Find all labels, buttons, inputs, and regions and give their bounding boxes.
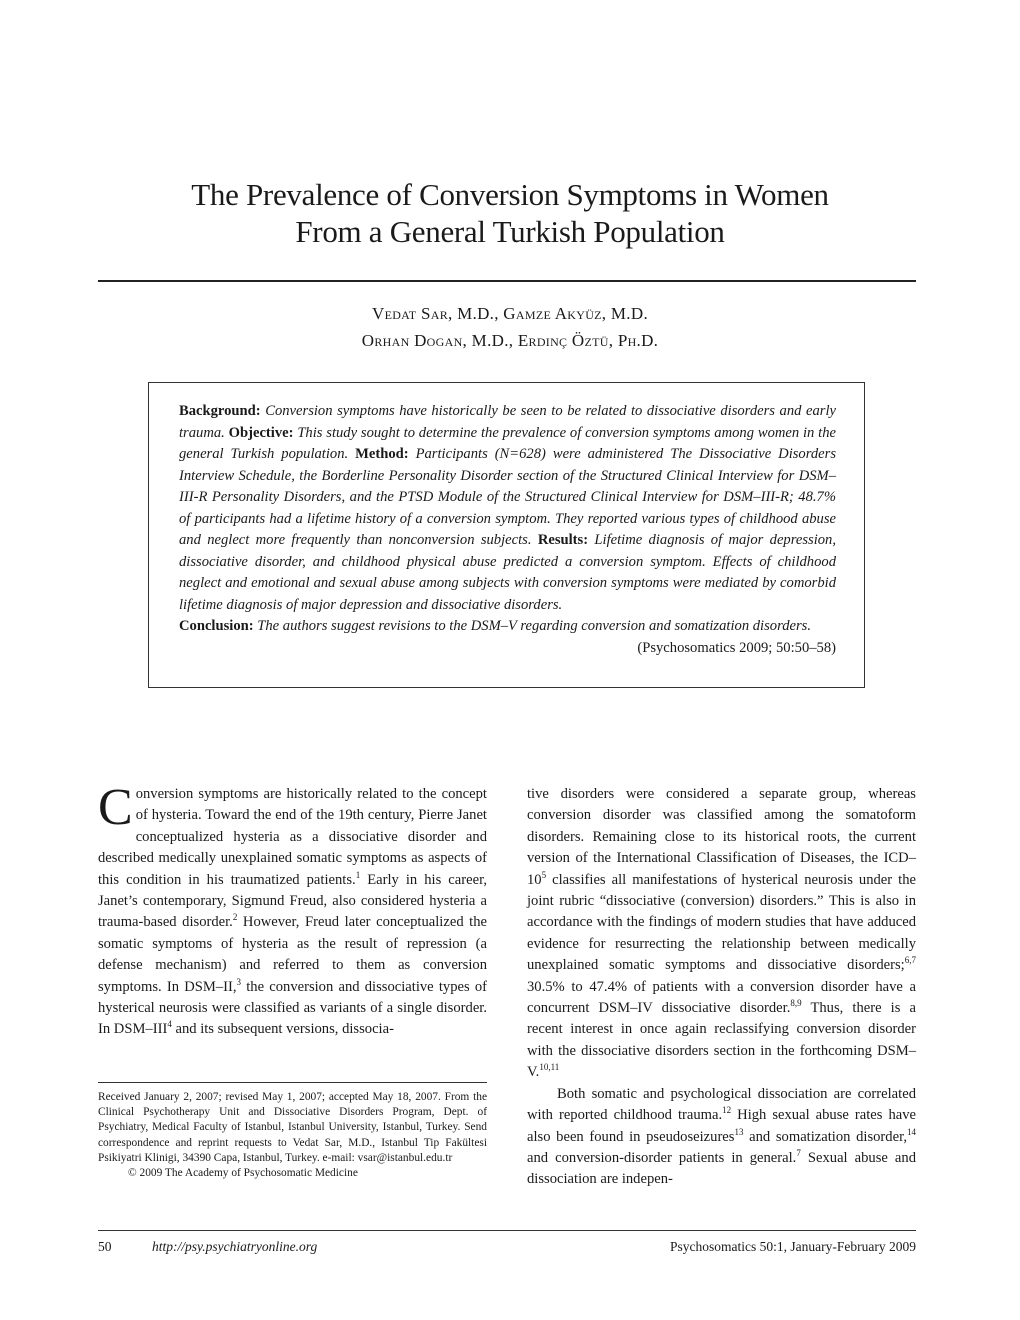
right-paragraph-1: [527, 784, 916, 1084]
results-label: Results:: [537, 532, 589, 548]
footer-divider: [98, 1230, 916, 1231]
title-line-1: The Prevalence of Conversion Symptoms in Women: [191, 177, 829, 212]
ref-8-9: 8,9: [790, 998, 802, 1009]
article-title: [0, 176, 1020, 250]
ref-6-7: 6,7: [904, 955, 916, 966]
ref-5: 5: [541, 869, 547, 880]
right-text-e: Both somatic and psychological dissociation are correlated with reported childhood trauma.: [527, 1085, 916, 1124]
conclusion-label: Conclusion:: [179, 618, 254, 634]
left-text-c: However, Freud later conceptualized the somatic symptoms of hysteria as the result of repression (a defense mechanism) and referred to them as conversion symptoms. In DSM–II,: [98, 914, 488, 995]
ref-12: 12: [722, 1105, 732, 1116]
left-text-b: Early in his career, Janet’s contemporary, Sigmund Freud, also considered hysteria a trauma-based disorder.: [98, 871, 487, 931]
left-text-e: and its subsequent versions, dissocia-: [171, 1021, 394, 1038]
body-column-right: [527, 784, 916, 1191]
right-text-c: 30.5% to 47.4% of patients with a conversion disorder have a concurrent DSM–IV dissociative disorder.: [527, 978, 916, 1017]
authors-line-1: Vedat Sar, M.D., Gamze Akyüz, M.D.: [372, 304, 648, 323]
abstract-text: [179, 401, 836, 659]
abstract-box: [148, 382, 865, 688]
objective-text: This study sought to determine the prevalence of conversion symptoms among women in the general Turkish population.: [179, 424, 836, 462]
body-column-left: [98, 779, 488, 1041]
method-label: Method:: [355, 446, 409, 462]
footnote-received: Received January 2, 2007; revised May 1, 2007; accepted May 18, 2007. From the Clinical Psychotherapy Unit and Dissociative Disorders Program, Dept. of Psychiatry, Medical Faculty of Istanbul, Istanbul University, Istanbul, Turkey. Send correspondence and reprint requests to Vedat Sar, M.D., Istanbul Tip Fakültesi Psikiyatri Klinigi, 34390 Capa, Istanbul, Turkey. e-mail: vsar@istanbul.edu.tr: [98, 1091, 487, 1164]
right-text-b: classifies all manifestations of hysterical neurosis under the joint rubric “dissociative (conversion) disorders.” This is also in accordance with the findings of modern studies that have adduced evidence for resurrecting the relationship between medically unexplained somatic symptoms and dissociative disorders;: [527, 871, 916, 974]
ref-14: 14: [907, 1126, 916, 1137]
results-text: Lifetime diagnosis of major depression, dissociative disorder, and childhood physical abuse predicted a conversion symptom. Effects of childhood neglect and emotional and sexual abuse among subjects with conversion symptoms were mediated by comorbid lifetime diagnosis of major depression and dissociative disorders.: [179, 532, 836, 613]
ref-7: 7: [796, 1147, 801, 1158]
journal-url-link[interactable]: http://psy.psychiatryonline.org: [152, 1239, 318, 1254]
right-text-h: and conversion-disorder patients in general.: [527, 1149, 797, 1166]
authors-line-2: Orhan Dogan, M.D., Erdinç Öztü, Ph.D.: [361, 331, 659, 350]
footnote: [98, 1090, 487, 1181]
right-text-g: and somatization disorder,: [743, 1128, 907, 1145]
footnote-copyright: © 2009 The Academy of Psychosomatic Medicine: [128, 1167, 358, 1180]
right-paragraph-2: [527, 1084, 916, 1191]
objective-label: Objective:: [228, 424, 294, 441]
left-text-d: the conversion and dissociative types of hysterical neurosis were classified as variants of a single disorder. In DSM–III: [98, 978, 488, 1038]
conclusion-text: The authors suggest revisions to the DSM–V regarding conversion and somatization disorders.: [257, 618, 812, 634]
drop-cap: C: [98, 779, 133, 836]
journal-issue: Psychosomatics 50:1, January-February 2009: [670, 1239, 916, 1254]
background-label: Background:: [179, 403, 261, 419]
ref-10-11: 10,11: [539, 1062, 560, 1073]
page-number: 50: [98, 1239, 112, 1254]
ref-3: 3: [236, 976, 242, 987]
abstract-citation: (Psychosomatics 2009; 50:50–58): [637, 639, 836, 656]
ref-2: 2: [232, 912, 238, 923]
ref-4: 4: [167, 1019, 172, 1030]
left-text-a: onversion symptoms are historically related to the concept of hysteria. Toward the end of the 19th century, Pierre Janet conceptualized hysteria as a dissociative disorder and described medically unexplained somatic symptoms as aspects of this condition in his traumatized patients.: [98, 786, 487, 888]
author-list: [0, 300, 1020, 354]
right-text-i: Sexual abuse and dissociation are indepen-: [527, 1149, 916, 1188]
title-divider: [98, 280, 916, 282]
ref-13: 13: [734, 1126, 744, 1137]
right-text-d: Thus, there is a recent interest in once again reclassifying conversion disorder with the dissociative disorders section in the forthcoming DSM–V.: [527, 1000, 917, 1081]
background-text: Conversion symptoms have historically be seen to be related to dissociative disorders and early trauma.: [179, 403, 836, 441]
method-text: Participants (N=628) were administered The Dissociative Disorders Interview Schedule, the Borderline Personality Disorder section of the Structured Clinical Interview for DSM–III-R Personality Disorders, and the PTSD Module of the Structured Clinical Interview for DSM–III-R; 48.7% of participants had a lifetime history of a conversion symptom. They reported various types of childhood abuse and neglect more frequently than nonconversion subjects.: [179, 446, 836, 548]
right-text-f: High sexual abuse rates have also been found in pseudoseizures: [527, 1107, 916, 1145]
title-line-2: From a General Turkish Population: [295, 214, 725, 249]
right-text-a: tive disorders were considered a separate group, whereas conversion disorder was classified among the somatoform disorders. Remaining close to its historical roots, the current version of the International Classification of Diseases, the ICD–10: [527, 786, 916, 888]
ref-1: 1: [355, 869, 361, 880]
footnote-divider: [98, 1082, 487, 1083]
